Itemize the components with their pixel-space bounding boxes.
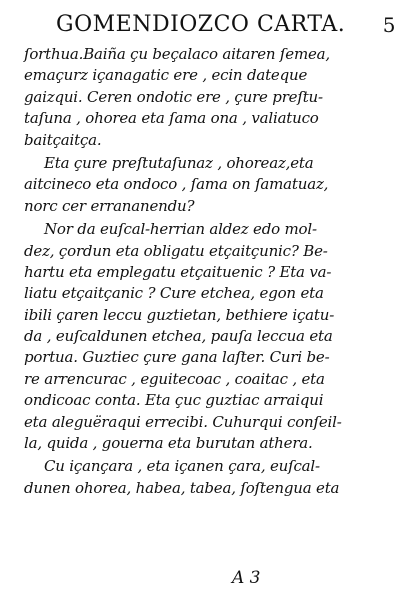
paragraph	[24, 44, 384, 151]
text-line: portua. Guztiec çure gana laſter. Curi be-	[24, 348, 330, 367]
text-line: Eta çure preſtutaſunaz , ohoreaz,eta	[44, 153, 314, 172]
text-line: emaçurz içanagatic ere , ecin dateque	[24, 66, 308, 85]
text-line: taſuna , ohorea eta ſama ona , valiatuco	[24, 109, 319, 128]
running-head-title: GOMENDIOZCO CARTA.	[56, 12, 346, 37]
text-line: baitçaitça.	[24, 130, 102, 149]
paragraph	[24, 456, 384, 499]
text-line: liatu etçaitçanic ? Cure etchea, egon eta	[24, 284, 324, 303]
text-line: Cu içançara , eta içanen çara, euſcal-	[44, 457, 320, 476]
text-line: la, quida , gouerna eta burutan athera.	[24, 434, 313, 453]
text-line: eta aleguëraqui errecibi. Cuhurqui conſeil-	[24, 412, 342, 431]
text-line: hartu eta emplegatu etçaituenic ? Eta va-	[24, 262, 332, 281]
text-line: ondicoac conta. Eta çuc guztiac arraiqui	[24, 391, 324, 410]
text-line: Nor da euſcal-herrian aldez edo mol-	[44, 220, 317, 239]
page-number: 5	[382, 13, 396, 37]
text-line: dez, çordun eta obligatu etçaitçunic? Be-	[24, 241, 328, 260]
text-line: da , euſcaldunen etchea, pauſa leccua eta	[24, 327, 333, 346]
text-line: re arrencurac , eguitecoac , coaitac , eta	[24, 369, 325, 388]
text-line: aitcineco eta ondoco , ſama on ſamatuaz,	[24, 175, 329, 194]
body-text	[24, 44, 384, 499]
text-line: ibili çaren leccu guztietan, bethiere içatu-	[24, 305, 335, 324]
paragraph	[24, 153, 384, 217]
text-line: dunen ohorea, habea, tabea, ſoſtengua eta	[24, 478, 340, 497]
running-head	[56, 10, 396, 40]
signature-mark: A 3	[232, 568, 261, 588]
text-line: norc cer errananendu?	[24, 196, 195, 215]
paragraph	[24, 219, 384, 454]
text-line: gaizqui. Ceren ondotic ere , çure preſtu-	[24, 87, 323, 106]
text-line: ſorthua.Baiña çu beçalaco aitaren ſemea,	[24, 45, 330, 63]
